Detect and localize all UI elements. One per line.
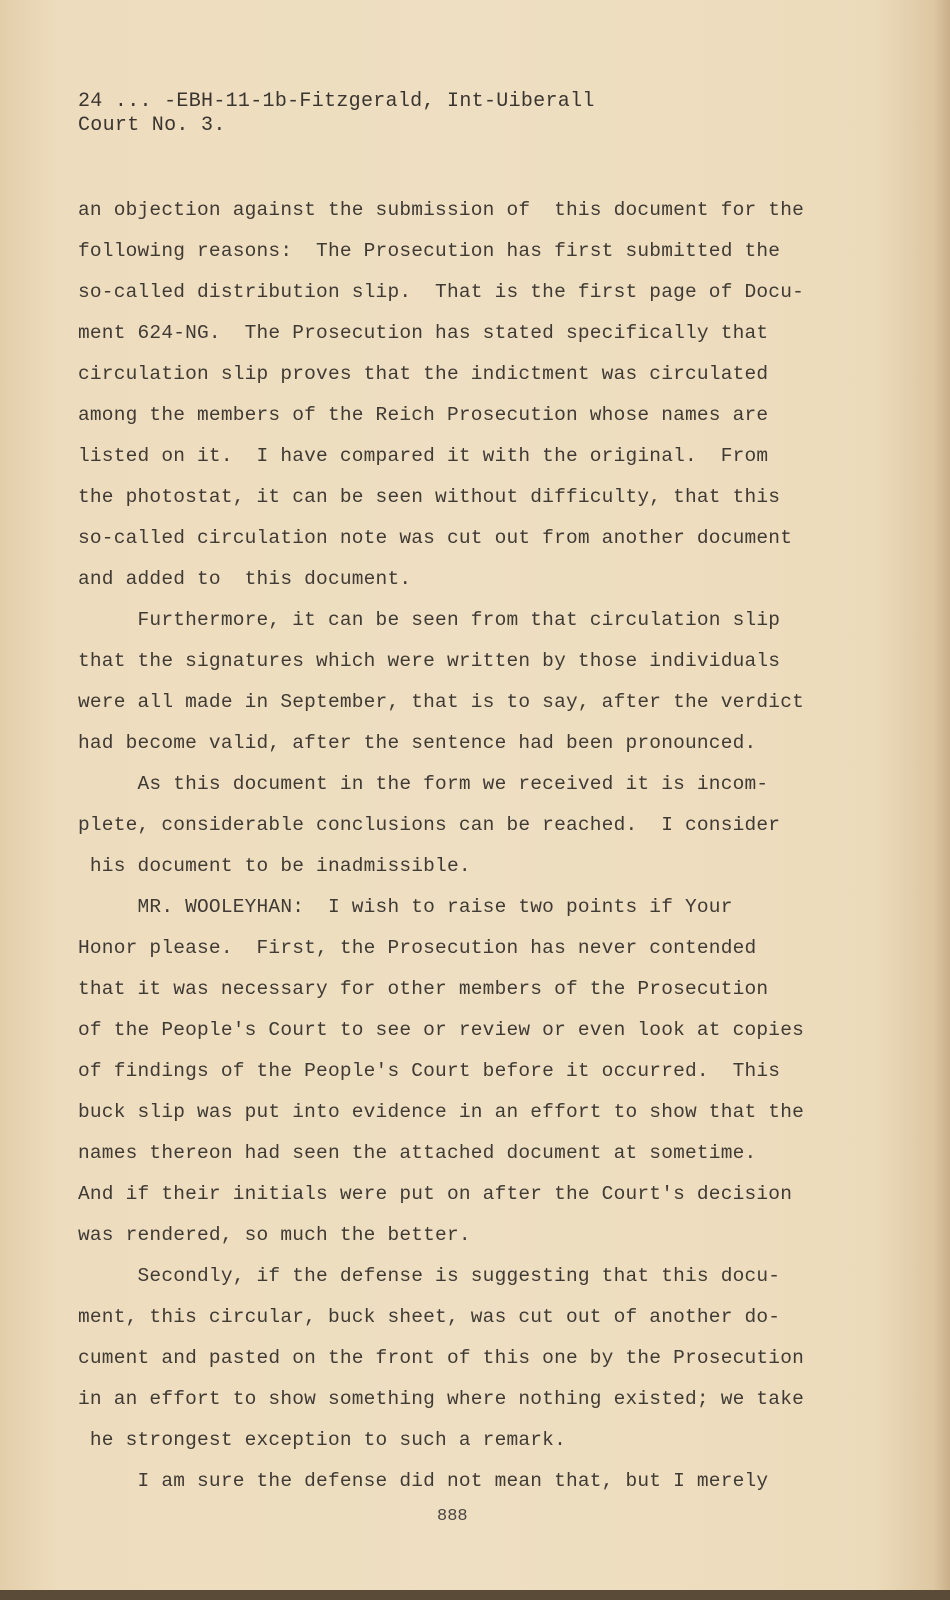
page-number: 888	[437, 1507, 468, 1526]
header-court-line: Court No. 3.	[78, 114, 226, 137]
transcript-line: I am sure the defense did not mean that, but I merely	[78, 1470, 769, 1492]
transcript-line: in an effort to show something where nothing existed; we take	[78, 1388, 805, 1410]
transcript-line: was rendered, so much the better.	[78, 1224, 471, 1246]
transcript-line: he strongest exception to such a remark.	[78, 1429, 566, 1451]
transcript-line: of the People's Court to see or review or even look at copies	[78, 1019, 805, 1041]
transcript-line: cument and pasted on the front of this one by the Prosecution	[78, 1347, 805, 1369]
header-case-line: 24 ... -EBH-11-1b-Fitzgerald, Int-Uiberall	[78, 90, 595, 113]
transcript-line: among the members of the Reich Prosecution whose names are	[78, 404, 769, 426]
transcript-line: Furthermore, it can be seen from that circulation slip	[78, 609, 781, 631]
transcript-line: his document to be inadmissible.	[78, 855, 471, 877]
transcript-line: following reasons: The Prosecution has first submitted the	[78, 240, 781, 262]
transcript-line: that it was necessary for other members of the Prosecution	[78, 978, 769, 1000]
scan-bottom-edge	[0, 1590, 950, 1600]
transcript-line: of findings of the People's Court before it occurred. This	[78, 1060, 781, 1082]
transcript-line: plete, considerable conclusions can be reached. I consider	[78, 814, 781, 836]
transcript-line: an objection against the submission of this document for the	[78, 199, 805, 221]
transcript-line: Secondly, if the defense is suggesting that this docu-	[78, 1265, 781, 1287]
transcript-line: circulation slip proves that the indictment was circulated	[78, 363, 769, 385]
transcript-line: listed on it. I have compared it with the original. From	[78, 445, 769, 467]
transcript-line: buck slip was put into evidence in an effort to show that the	[78, 1101, 805, 1123]
transcript-line: ment, this circular, buck sheet, was cut out of another do-	[78, 1306, 781, 1328]
transcript-line: MR. WOOLEYHAN: I wish to raise two points if Your	[78, 896, 733, 918]
transcript-line: had become valid, after the sentence had been pronounced.	[78, 732, 757, 754]
transcript-line: that the signatures which were written by those individuals	[78, 650, 781, 672]
transcript-line: names thereon had seen the attached document at sometime.	[78, 1142, 757, 1164]
transcript-line: ment 624-NG. The Prosecution has stated specifically that	[78, 322, 769, 344]
transcript-line: so-called distribution slip. That is the first page of Docu-	[78, 281, 805, 303]
transcript-line: and added to this document.	[78, 568, 412, 590]
page-header	[78, 90, 595, 138]
transcript-line: so-called circulation note was cut out from another document	[78, 527, 793, 549]
page-edge-shadow	[934, 0, 950, 1600]
transcript-line: the photostat, it can be seen without difficulty, that this	[78, 486, 781, 508]
transcript-body	[78, 190, 828, 1502]
transcript-line: were all made in September, that is to say, after the verdict	[78, 691, 805, 713]
transcript-line: And if their initials were put on after the Court's decision	[78, 1183, 793, 1205]
transcript-line: As this document in the form we received it is incom-	[78, 773, 769, 795]
transcript-line: Honor please. First, the Prosecution has never contended	[78, 937, 757, 959]
